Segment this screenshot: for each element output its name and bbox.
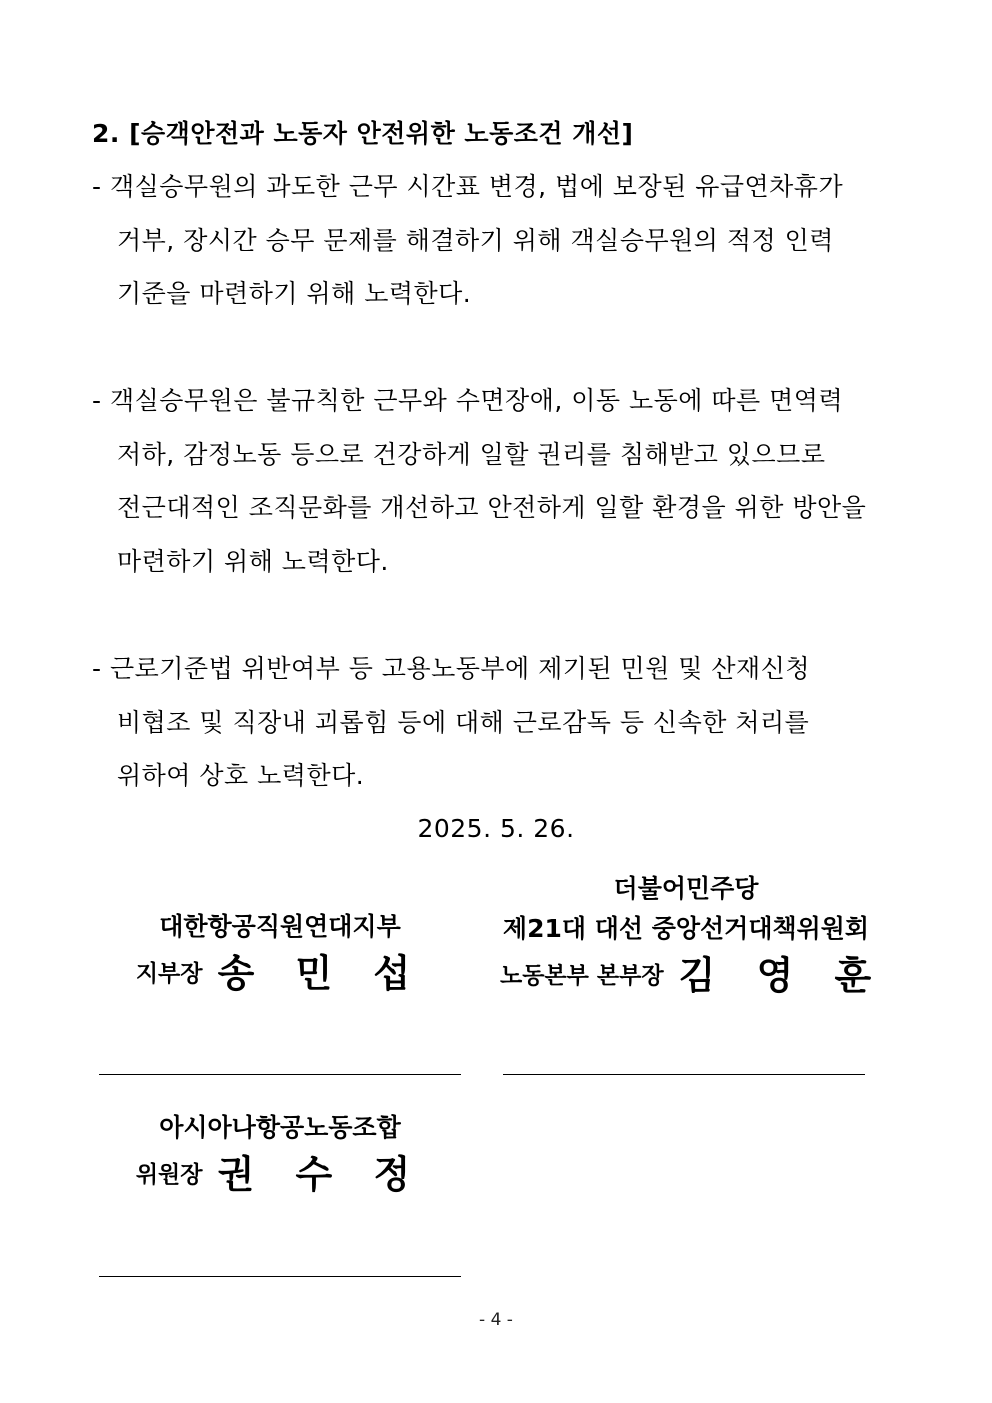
signatory-name: 송 민 섭 xyxy=(217,950,425,996)
paragraph-1 xyxy=(92,160,892,321)
signatory-title xyxy=(500,949,886,1002)
signature-line-right-top xyxy=(503,1074,865,1075)
signatory-left-bottom xyxy=(99,1108,461,1201)
signatory-org: 더불어민주당 xyxy=(613,874,759,903)
paragraph-line: 전근대적인 조직문화를 개선하고 안전하게 일할 환경을 위한 방안을 xyxy=(117,493,867,522)
signature-line-left-top xyxy=(99,1074,461,1075)
paragraph-3 xyxy=(92,642,892,803)
signatory-role: 위원장 xyxy=(135,1161,203,1188)
paragraph-line: - 근로기준법 위반여부 등 고용노동부에 제기된 민원 및 산재신청 xyxy=(92,654,810,683)
paragraph-line: 비협조 및 직장내 괴롭힘 등에 대해 근로감독 등 신속한 처리를 xyxy=(117,707,810,737)
paragraph-line: 기준을 마련하기 위해 노력한다. xyxy=(117,279,472,308)
paragraph-line: 저하, 감정노동 등으로 건강하게 일할 권리를 침해받고 있으므로 xyxy=(117,439,826,469)
paragraph-line: - 객실승무원은 불규칙한 근무와 수면장애, 이동 노동에 따른 면역력 xyxy=(92,386,844,415)
signatory-title xyxy=(99,947,461,1000)
signatory-role: 노동본부 본부장 xyxy=(500,962,664,989)
signature-line-left-bottom xyxy=(99,1276,461,1277)
page-number: - 4 - xyxy=(479,1310,513,1330)
document-date: 2025. 5. 26. xyxy=(417,814,575,843)
signatory-right-top xyxy=(500,869,886,1002)
signatory-role: 지부장 xyxy=(135,960,203,987)
signatory-title xyxy=(99,1148,461,1201)
section-heading: 2. [승객안전과 노동자 안전위한 노동조건 개선] xyxy=(92,119,634,148)
paragraph-line: 마련하기 위해 노력한다. xyxy=(117,546,389,576)
paragraph-line: 위하여 상호 노력한다. xyxy=(117,761,365,790)
signatory-org: 대한항공직원연대지부 xyxy=(159,912,401,941)
paragraph-line: - 객실승무원의 과도한 근무 시간표 변경, 법에 보장된 유급연차휴가 xyxy=(92,172,844,201)
signatory-left-top xyxy=(99,907,461,1000)
signatory-name: 권 수 정 xyxy=(217,1151,425,1197)
signatory-name: 김 영 훈 xyxy=(678,952,886,998)
signatory-org: 제21대 대선 중앙선거대책위원회 xyxy=(502,914,870,943)
paragraph-line: 거부, 장시간 승무 문제를 해결하기 위해 객실승무원의 적정 인력 xyxy=(117,225,834,255)
signatory-org: 아시아나항공노동조합 xyxy=(159,1113,401,1142)
paragraph-2 xyxy=(92,374,892,588)
